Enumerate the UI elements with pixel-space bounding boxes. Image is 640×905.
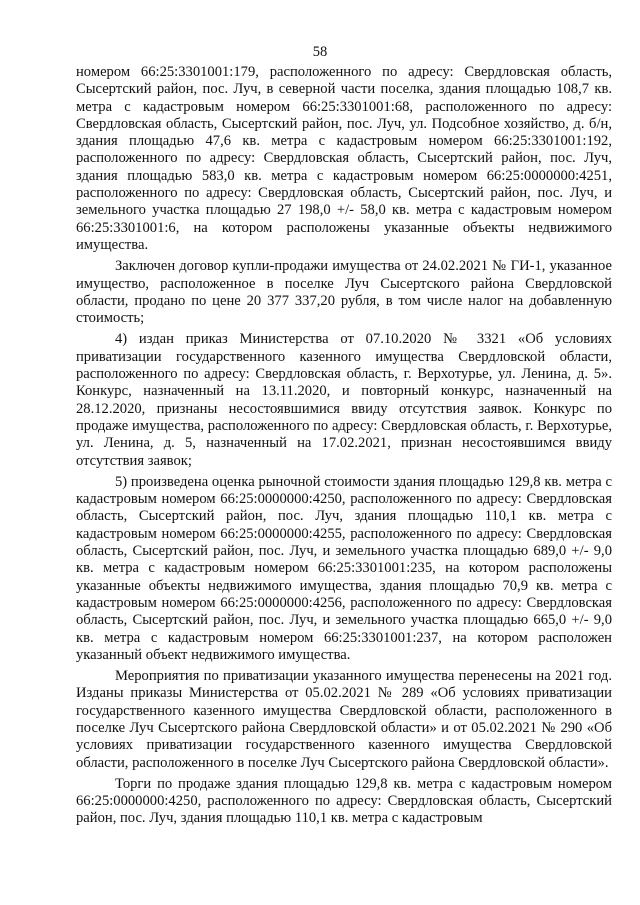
paragraph: номером 66:25:3301001:179, расположенного по адресу: Свердловская область, Сысертский район, пос. Луч, в северной части поселка, здания площадью 108,7 кв. метра с кадастровым номером 66:25:3301001:68, расположенного по адресу: Свердловская область, Сысертский район, пос. Луч, ул. Подсобное хозяйство, д. б/н, здания площадью 47,6 кв. метра с кадастровым номером 66:25:3301001:192, расположенного по адресу: Свердловская область, Сысертский район, пос. Луч, здания площадью 583,0 кв. метра с кадастровым номером 66:25:0000000:4251, расположенного по адресу: Свердловская область, Сысертский район, пос. Луч, и земельного участка площадью 27 198,0 +/- 58,0 кв. метра с кадастровым номером 66:25:3301001:6, на котором расположены указанные объекты недвижимого имущества. [76, 64, 612, 253]
paragraph: 4) издан приказ Министерства от 07.10.2020 № 3321 «Об условиях приватизации государственного казенного имущества Свердловской области, расположенного по адресу: Свердловская область, г. Верхотурье, ул. Ленина, д. 5». Конкурс, назначенный на 13.11.2020, и повторный конкурс, назначенный на 28.12.2020, признаны несостоявшимися ввиду отсутствия заявок. Конкурс по продаже имущества, расположенного по адресу: Свердловская область, г. Верхотурье, ул. Ленина, д. 5, назначенный на 17.02.2021, признан несостоявшимся ввиду отсутствия заявок; [76, 331, 612, 469]
paragraph: Заключен договор купли-продажи имущества от 24.02.2021 № ГИ-1, указанное имущество, расположенное в поселке Луч Сысертского района Свердловской области, продано по цене 20 377 337,20 рубля, в том числе налог на добавленную стоимость; [76, 258, 612, 327]
page-number: 58 [312, 44, 328, 60]
document-body [76, 64, 612, 832]
paragraph: 5) произведена оценка рыночной стоимости здания площадью 129,8 кв. метра с кадастровым номером 66:25:0000000:4250, расположенного по адресу: Свердловская область, Сысертский район, пос. Луч, здания площадью 110,1 кв. метра с кадастровым номером 66:25:0000000:4255, расположенного по адресу: Свердловская область, Сысертский район, пос. Луч, и земельного участка площадью 689,0 +/- 9,0 кв. метра с кадастровым номером 66:25:3301001:235, на котором расположены указанные объекты недвижимого имущества, здания площадью 70,9 кв. метра с кадастровым номером 66:25:0000000:4256, расположенного по адресу: Свердловская область, Сысертский район, пос. Луч, и земельного участка площадью 665,0 +/- 9,0 кв. метра с кадастровым номером 66:25:3301001:237, на котором расположен указанный объект недвижимого имущества. [76, 473, 612, 663]
paragraph: Торги по продаже здания площадью 129,8 кв. метра с кадастровым номером 66:25:0000000:4250, расположенного по адресу: Свердловская область, Сысертский район, пос. Луч, здания площадью 110,1 кв. метра с кадастровым [76, 775, 612, 827]
paragraph: Мероприятия по приватизации указанного имущества перенесены на 2021 год. Изданы приказы Министерства от 05.02.2021 № 289 «Об условиях приватизации государственного казенного имущества Свердловской области, расположенного в поселке Луч Сысертского района Свердловской области» и от 05.02.2021 № 290 «Об условиях приватизации государственного казенного имущества Свердловской области, расположенного в поселке Луч Сысертского района Свердловской области». [76, 668, 612, 771]
